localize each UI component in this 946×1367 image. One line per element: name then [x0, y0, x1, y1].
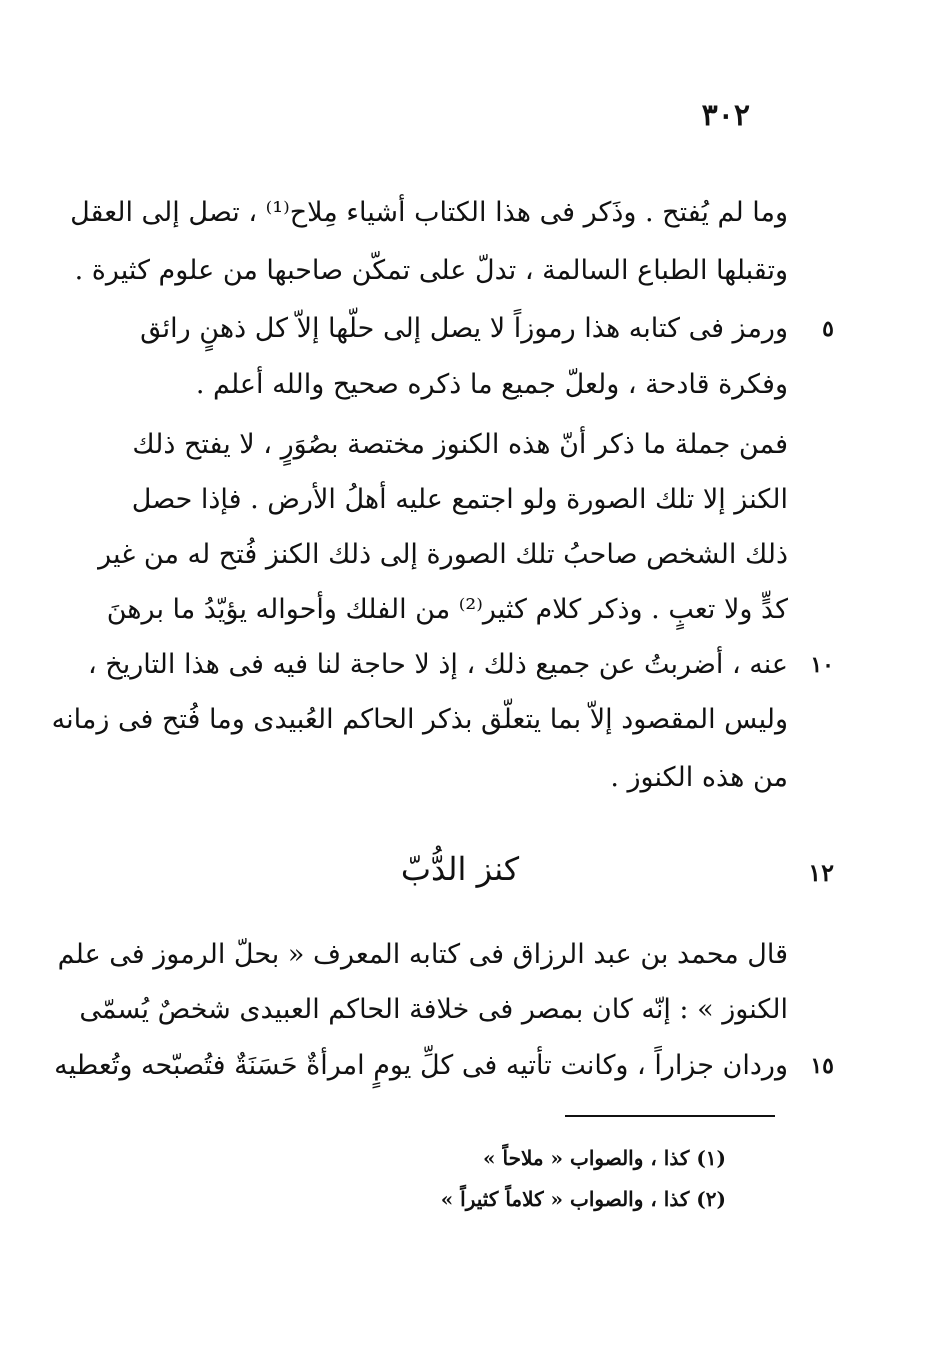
- text-line: عنه ، أضربتُ عن جميع ذلك ، إذ لا حاجة لنا فيه فى هذا التاريخ ،: [88, 649, 788, 680]
- text-line: وليس المقصود إلاّ بما يتعلّق بذكر الحاكم العُبيدى وما فُتح فى زمانه: [51, 704, 788, 735]
- line-number-marker: ٥: [822, 316, 834, 342]
- line-number-marker: ١٥: [810, 1053, 834, 1079]
- text-line: وتقبلها الطباع السالمة ، تدلّ على تمكّن صاحبها من علوم كثيرة .: [74, 255, 788, 286]
- footnote-2: (٢) كذا ، والصواب « كلاماً كثيراً »: [440, 1187, 726, 1211]
- section-number: ١٢: [808, 858, 834, 887]
- text-line: ذلك الشخص صاحبُ تلك الصورة إلى ذلك الكنز فُتح له من غير: [98, 539, 788, 570]
- text-line: ورمز فى كتابه هذا رموزاً لا يصل إلى حلّها إلاّ كل ذهنٍ رائق: [140, 313, 788, 344]
- text-line: من هذه الكنوز .: [610, 762, 788, 793]
- text-line: وما لم يُفتح . وذَكر فى هذا الكتاب أشياء مِلاح⁽¹⁾ ، تصل إلى العقل: [70, 197, 788, 228]
- section-heading: كنز الدُّبّ: [400, 850, 520, 888]
- page-number: ٣٠٢: [701, 98, 750, 133]
- text-line: الكنوز » : إنّه كان بمصر فى خلافة الحاكم العبيدى شخصٌ يُسمّى: [79, 994, 788, 1025]
- line-number-marker: ١٠: [810, 652, 834, 678]
- footnote-1: (١) كذا ، والصواب « ملاحاً »: [483, 1146, 726, 1170]
- footnote-divider: [565, 1115, 775, 1117]
- text-line: الكنز إلا تلك الصورة ولو اجتمع عليه أهلُ الأرض . فإذا حصل: [131, 484, 788, 515]
- text-line: وردان جزاراً ، وكانت تأتيه فى كلِّ يومٍ امرأةٌ حَسَنَةٌ فتُصبّحه وتُعطيه: [54, 1050, 788, 1081]
- text-line: وفكرة قادحة ، ولعلّ جميع ما ذكره صحيح والله أعلم .: [195, 369, 788, 400]
- text-line: فمن جملة ما ذكر أنّ هذه الكنوز مختصة بصُوَرٍ ، لا يفتح ذلك: [132, 429, 788, 460]
- text-line: قال محمد بن عبد الرزاق فى كتابه المعرف « بحلّ الرموز فى علم: [57, 939, 788, 970]
- text-line: كدٍّ ولا تعبٍ . وذكر كلام كثير⁽²⁾ من الفلك وأحواله يؤيّدُ ما برهنَ: [106, 594, 788, 625]
